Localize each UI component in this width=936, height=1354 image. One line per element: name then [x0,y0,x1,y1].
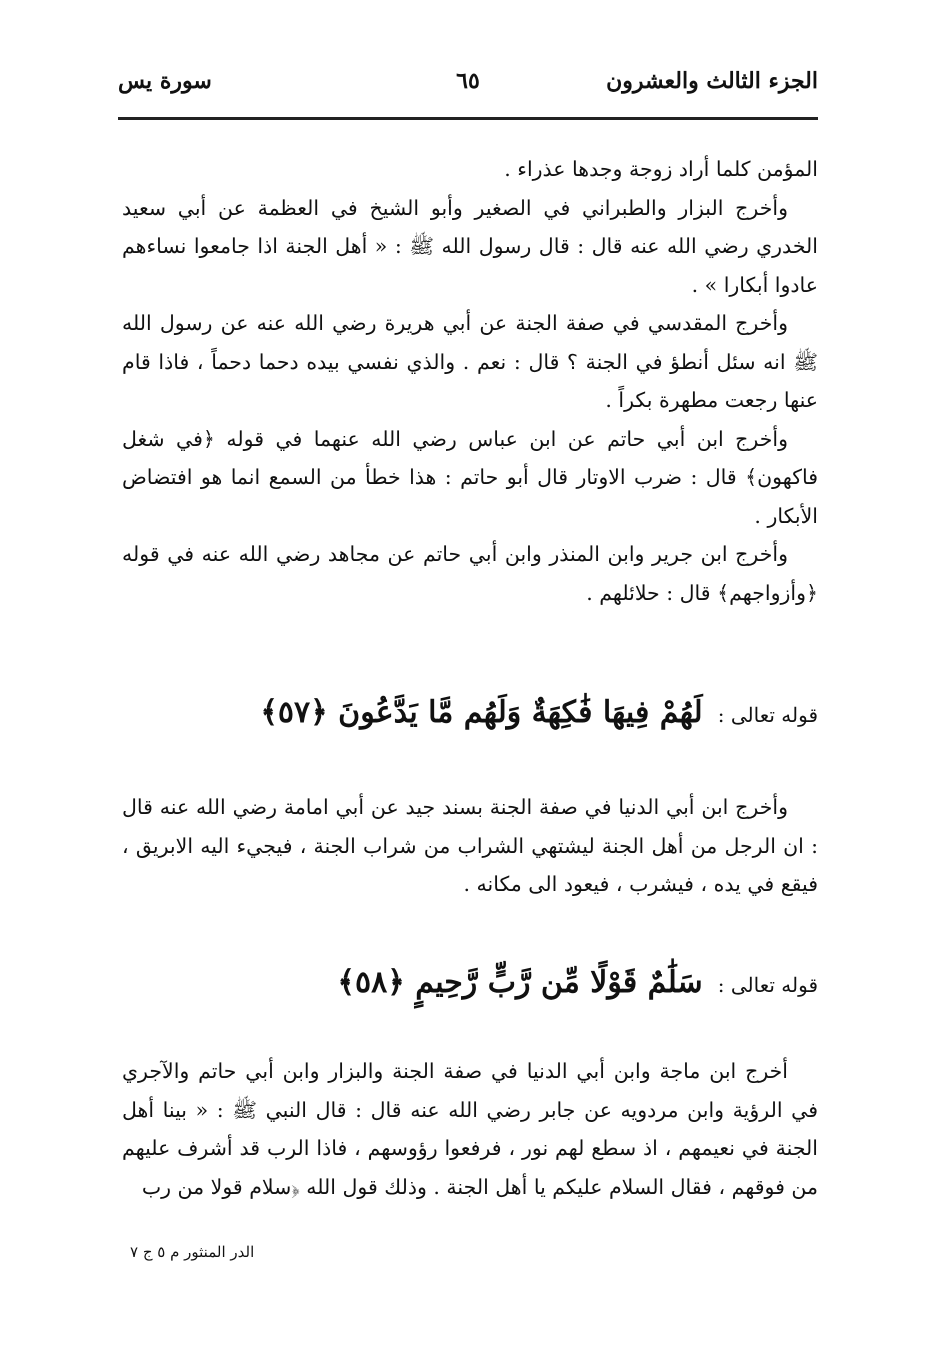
paragraph: أخرج ابن ماجة وابن أبي الدنيا في صفة الجنة والبزار وابن أبي حاتم والآجري في الرؤية وابن مردويه عن جابر رضي الله عنه قال : قال النبي ﷺ : « بينا أهل الجنة في نعيمهم ، اذ سطع لهم نور ، فرفعوا رؤوسهم ، فاذا الرب قد أشرف عليهم من فوقهم ، فقال السلام عليكم يا أهل الجنة . وذلك قول الله ﴿سلام قولا من رب [122,1059,818,1199]
quran-verse: لَهُمْ فِيهَا فَٰكِهَةٌ وَلَهُم مَّا يَدَّعُونَ ﴿٥٧﴾ [260,695,703,730]
paragraph-continuation: المؤمن كلما أراد زوجة وجدها عذراء . [504,157,818,181]
paragraph: وأخرج المقدسي في صفة الجنة عن أبي هريرة رضي الله عنه عن رسول الله ﷺ انه سئل أنطؤ في الجنة ؟ قال : نعم . والذي نفسي بيده دحما دحماً ، فاذا قام عنها رجعت مطهرة بكراً . [122,311,818,412]
running-head-surah: سورة يس [118,68,212,94]
text-section-2 [122,788,818,904]
header-rule [118,117,818,120]
text-section-1 [122,150,818,612]
paragraph: وأخرج ابن أبي حاتم عن ابن عباس رضي الله عنهما في قوله ﴿في شغل فاكهون﴾ قال : ضرب الاوتار قال أبو حاتم : هذا خطأ من السمع انما هو افتضاض الأبكار . [122,426,818,528]
verse-heading-label: قوله تعالى : [717,973,818,997]
page-number: ٦٥ [456,68,480,94]
page-header [118,68,818,108]
paragraph: وأخرج ابن أبي الدنيا في صفة الجنة بسند جيد عن أبي امامة رضي الله عنه قال : ان الرجل من أهل الجنة ليشتهي الشراب من شراب الجنة ، فيجيء اليه الابريق ، فيقع في يده ، فيشرب ، فيعود الى مكانه . [122,795,818,896]
footer-signature: الدر المنثور م ٥ ج ٧ [130,1243,255,1261]
verse-heading [122,695,818,730]
verse-heading [122,965,818,1000]
running-head-part: الجزء الثالث والعشرون [606,68,818,94]
paragraph: وأخرج البزار والطبراني في الصغير وأبو الشيخ في العظمة عن أبي سعيد الخدري رضي الله عنه قال : قال رسول الله ﷺ : « أهل الجنة اذا جامعوا نساءهم عادوا أبكارا » . [122,195,818,297]
quran-verse: سَلَٰمٌ قَوْلًا مِّن رَّبٍّ رَّحِيمٍ ﴿٥٨﴾ [337,965,703,1000]
paragraph: وأخرج ابن جرير وابن المنذر وابن أبي حاتم عن مجاهد رضي الله عنه في قوله ﴿وأزواجهم﴾ قال : حلائلهم . [122,542,818,605]
text-section-3 [122,1052,818,1206]
verse-heading-label: قوله تعالى : [717,703,818,727]
